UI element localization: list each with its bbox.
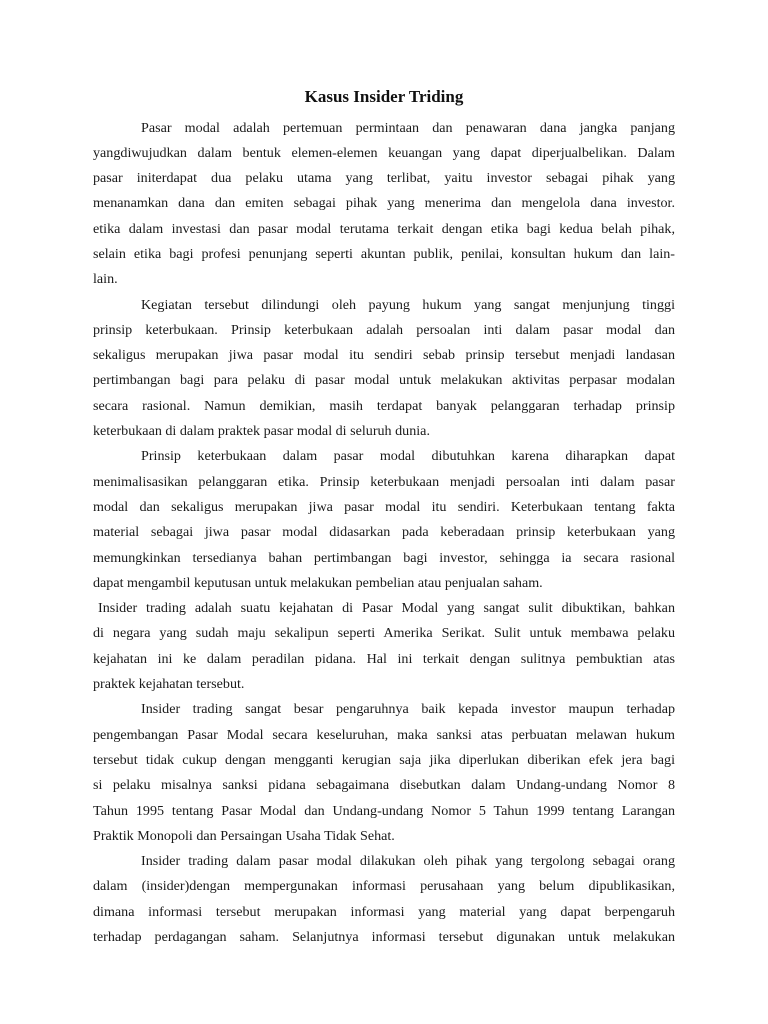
paragraph [93,849,675,950]
paragraph-line: etika dalam investasi dan pasar modal terutama terkait dengan etika bagi kedua belah pihak, [93,220,675,237]
paragraph-line: Insider trading dalam pasar modal dilakukan oleh pihak yang tergolong sebagai orang [141,853,675,870]
paragraph-line: sekaligus merupakan jiwa pasar modal itu sendiri sebab prinsip tersebut menjadi landasan [93,347,675,364]
paragraph-line: kejahatan ini ke dalam peradilan pidana. Hal ini terkait dengan sulitnya pembuktian atas [93,650,675,667]
paragraph-line: Insider trading adalah suatu kejahatan di Pasar Modal yang sangat sulit dibuktikan, bahkan [98,600,675,617]
paragraph-line: tersebut tidak cukup dengan mengganti kerugian saja jika diperlukan diberikan efek jera bagi [93,751,675,768]
paragraph-line: menanamkan dana dan emiten sebagai pihak yang menerima dan mengelola dana investor. [93,195,675,212]
paragraph-line: keterbukaan di dalam praktek pasar modal di seluruh dunia. [93,423,430,440]
paragraph-line: yangdiwujudkan dalam bentuk elemen-elemen keuangan yang dapat diperjualbelikan. Dalam [93,144,675,161]
paragraph-line: di negara yang sudah maju sekalipun seperti Amerika Serikat. Sulit untuk membawa pelaku [93,625,675,642]
paragraph-line: pertimbangan bagi para pelaku di pasar modal untuk melakukan aktivitas perpasar modalan [93,372,675,389]
paragraph-line: dimana informasi tersebut merupakan informasi yang material yang dapat berpengaruh [93,903,675,920]
document-body [93,116,675,951]
paragraph-line: dapat mengambil keputusan untuk melakukan pembelian atau penjualan saham. [93,574,543,591]
paragraph-line: memungkinkan tersedianya bahan pertimbangan bagi investor, sehingga ia secara rasional [93,549,675,566]
paragraph-line: prinsip keterbukaan. Prinsip keterbukaan adalah persoalan inti dalam pasar modal dan [93,321,675,338]
paragraph-line: Insider trading sangat besar pengaruhnya baik kepada investor maupun terhadap [141,701,675,718]
paragraph-line: Pasar modal adalah pertemuan permintaan dan penawaran dana jangka panjang [141,119,675,136]
paragraph-line: secara rasional. Namun demikian, masih terdapat banyak pelanggaran terhadap prinsip [93,397,675,414]
paragraph [93,293,675,445]
paragraph-line: praktek kejahatan tersebut. [93,676,245,693]
paragraph-line: Tahun 1995 tentang Pasar Modal dan Undang-undang Nomor 5 Tahun 1999 tentang Larangan [93,802,675,819]
paragraph [93,596,675,697]
paragraph-line: menimalisasikan pelanggaran etika. Prinsip keterbukaan menjadi persoalan inti dalam pasar [93,473,675,490]
document-title: Kasus Insider Triding [304,87,464,106]
paragraph [93,444,675,596]
paragraph-line: modal dan sekaligus merupakan jiwa pasar modal itu sendiri. Keterbukaan tentang fakta [93,498,675,515]
paragraph-line: Prinsip keterbukaan dalam pasar modal dibutuhkan karena diharapkan dapat [141,448,675,465]
paragraph-line: lain. [93,271,118,288]
paragraph-line: si pelaku misalnya sanksi pidana sebagaimana disebutkan dalam Undang-undang Nomor 8 [93,777,675,794]
paragraph-line: terhadap perdagangan saham. Selanjutnya informasi tersebut digunakan untuk melakukan [93,929,675,945]
paragraph-line: pengembangan Pasar Modal secara keseluruhan, maka sanksi atas perbuatan melawan hukum [93,726,675,743]
paragraph-line: dalam (insider)dengan mempergunakan informasi perusahaan yang belum dipublikasikan, [93,878,675,895]
paragraph-line: Praktik Monopoli dan Persaingan Usaha Tidak Sehat. [93,827,395,844]
paragraph-line: pasar initerdapat dua pelaku utama yang terlibat, yaitu investor sebagai pihak yang [93,170,675,187]
paragraph-line: material sebagai jiwa pasar modal didasarkan pada keberadaan prinsip keterbukaan yang [93,524,675,541]
paragraph [93,697,675,849]
paragraph-line: Kegiatan tersebut dilindungi oleh payung hukum yang sangat menjunjung tinggi [141,296,675,313]
paragraph-line: selain etika bagi profesi penunjang seperti akuntan publik, penilai, konsultan hukum dan lain- [93,245,675,262]
paragraph [93,116,675,293]
